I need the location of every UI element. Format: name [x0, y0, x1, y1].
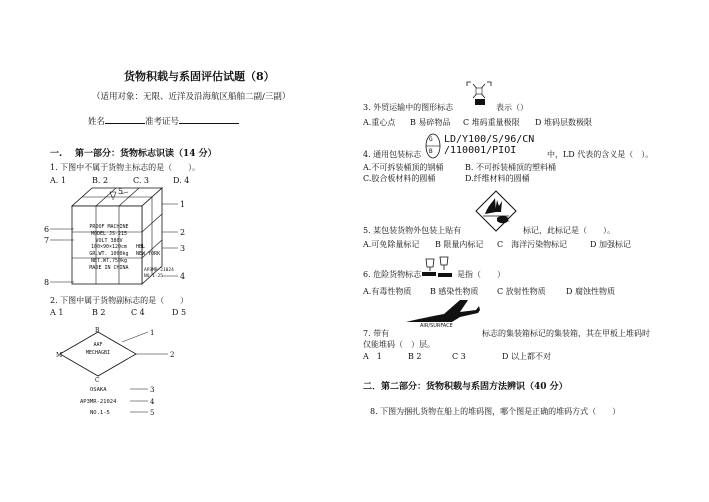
q5-option-d[interactable]: D 加强标记 — [590, 240, 631, 249]
q2-option-c[interactable]: C 4 — [131, 308, 145, 317]
part2-title: 二．第二部分：货物积载与系固方法辨识（40 分） — [363, 382, 568, 392]
q2-callout-3: 3 — [150, 386, 155, 394]
q4-packaging-code: LD/Y100/S/96/CN /110001/PIOI — [444, 134, 535, 156]
q1-callout-5: 5 — [118, 187, 124, 196]
name-label: 姓名 — [88, 117, 106, 127]
q1-callout-8: 8 — [44, 278, 50, 287]
q1-callout-3: 3 — [180, 244, 186, 253]
q5-stem-end: 标记，此标记是（ ）。 — [523, 226, 615, 235]
q4-stem: 4. 通用包装标志 — [363, 150, 422, 159]
q7-option-a[interactable]: A 1 — [363, 352, 382, 361]
q2-callout-5: 5 — [150, 409, 155, 417]
q2-letter-m: M — [56, 352, 63, 359]
q2-option-b[interactable]: B 2 — [92, 308, 106, 317]
subtitle: （适用对象：无限、近洋及沿海航区船舶二副/三副） — [92, 92, 291, 102]
q1-side-marks: HBL NEW YORK — [136, 244, 161, 257]
q4-option-d[interactable]: D.纤维材料的圆桶 — [465, 174, 530, 183]
id-label: 准考证号 — [145, 117, 180, 127]
part1-number: 一. — [50, 149, 63, 159]
id-field[interactable] — [179, 114, 239, 124]
corrosive-hazard-icon — [420, 255, 456, 281]
q2-diamond-marks: AAF MECHAGBI — [85, 342, 111, 356]
q7-line2: 仅能堆码（ ）层。 — [363, 340, 435, 349]
q2-callout-2: 2 — [170, 351, 175, 359]
q2-letter-b: B — [95, 327, 100, 334]
q2-letter-c: C — [95, 377, 100, 384]
q7-option-c[interactable]: C 3 — [452, 352, 466, 361]
q1-callout-2: 2 — [180, 228, 186, 237]
q4-option-a[interactable]: A.不可拆装桶顶的钢桶 — [363, 163, 444, 172]
q1-option-d[interactable]: D. 4 — [173, 176, 190, 185]
q8-stem: 8. 下图为捆扎货物在船上的堆码图，哪个图是正确的堆码方式（ ） — [370, 407, 621, 416]
un-packaging-symbol-icon — [425, 133, 441, 159]
q6-option-c[interactable]: C 放射性物质 — [497, 287, 546, 296]
q6-stem: 6. 危险货物标志 — [363, 270, 422, 279]
air-surface-airplane-icon — [404, 298, 480, 324]
air-surface-label: AIR/SURFACE — [420, 323, 453, 329]
q3-option-d[interactable]: D 堆码层数极限 — [535, 118, 592, 127]
q2-below-marks: OSAKA AP3MR-21024 NO.1-5 — [80, 387, 117, 416]
q1-option-b[interactable]: B. 2 — [92, 176, 109, 185]
q1-option-c[interactable]: C. 3 — [133, 176, 150, 185]
q7-option-b[interactable]: B 2 — [408, 352, 422, 361]
q4-circle-letters: G B — [429, 136, 433, 155]
q5-option-b[interactable]: B 限量内标记 — [435, 240, 484, 249]
q3-stem: 3. 外贸运输中的图形标志 — [363, 103, 454, 112]
q1-callout-1: 1 — [180, 200, 186, 209]
q6-stem-end: 是指（ ） — [457, 270, 505, 279]
q7-option-d[interactable]: D 以上都不对 — [502, 352, 551, 361]
q4-option-b[interactable]: B. 不可拆装桶顶的塑料桶 — [465, 163, 556, 172]
part1-title: 第一部分：货物标志识读（14 分） — [75, 149, 217, 159]
q6-option-a[interactable]: A.有毒性物质 — [363, 287, 412, 296]
q2-option-a[interactable]: A 1 — [50, 308, 64, 317]
q7-stem-end: 标志的集装箱标记的集装箱，其在甲板上堆码时 — [482, 329, 650, 338]
q3-option-b[interactable]: B 易碎物品 — [410, 118, 451, 127]
q1-callout-4: 4 — [180, 272, 186, 281]
stacking-limit-icon — [465, 80, 493, 106]
q2-callout-4: 4 — [150, 398, 155, 406]
name-field[interactable] — [105, 114, 145, 124]
q1-stem: 1. 下图中不属于货物主标志的是（ ）。 — [50, 163, 201, 172]
q5-stem: 5. 某包装货物外包装上贴有 — [363, 226, 462, 235]
q1-option-a[interactable]: A. 1 — [50, 176, 66, 185]
q6-option-d[interactable]: D 腐蚀性物质 — [566, 287, 615, 296]
q1-callout-7: 7 — [44, 236, 50, 245]
marine-pollutant-icon — [475, 190, 517, 232]
q3-stem-end: 表示（） — [496, 103, 528, 112]
q1-callout-6: 6 — [44, 225, 50, 234]
q7-stem: 7. 带有 — [363, 329, 390, 338]
q4-stem-end: 中，LD 代表的含义是（ ）。 — [547, 150, 654, 159]
q2-callout-1: 1 — [150, 329, 155, 337]
q2-option-d[interactable]: D 5 — [172, 308, 187, 317]
q5-option-c[interactable]: C 海洋污染物标记 — [497, 240, 568, 249]
q4-option-c[interactable]: C.胶合板材料的圆桶 — [363, 174, 436, 183]
page-title: 货物积载与系固评估试题（8） — [124, 70, 275, 83]
q2-stem: 2. 下图中属于货物副标志的是（ ） — [50, 296, 189, 305]
q1-code-marks: AP3MR-21024 NO.1-25 — [144, 268, 174, 279]
q3-option-a[interactable]: A.重心点 — [363, 118, 396, 127]
q5-option-a[interactable]: A.可免除量标记 — [363, 240, 420, 249]
q1-crate-main-marks: PROOF MACHINE MODEL JS-215 VOLT 380V 100×90×120cm GR.WT. 1000kg NET.WT.750kg MADE IN CHINA — [89, 224, 129, 271]
q3-option-c[interactable]: C 堆码重量极限 — [463, 118, 520, 127]
q6-option-b[interactable]: B 感染性物质 — [430, 287, 479, 296]
candidate-info-row — [88, 114, 239, 127]
